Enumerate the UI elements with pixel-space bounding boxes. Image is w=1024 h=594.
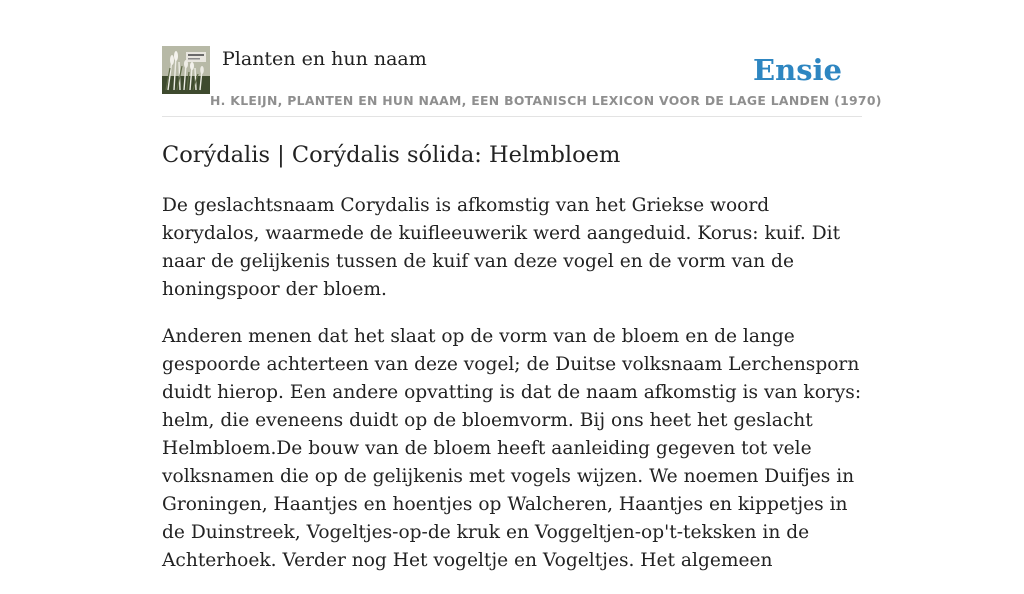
- source-title-link[interactable]: Planten en hun naam: [222, 48, 427, 70]
- body-paragraph-2: Anderen menen dat het slaat op de vorm van de bloem en de lange gespoorde achterteen van deze vogel; de Duitse volksnaam Lerchensporn duidt hierop. Een andere opvatting is dat de naam afkomstig is van korys: helm, die eveneens duidt op de bloemvorm. Bij ons heet het geslacht Helmbloem.De bouw van de bloem heeft aanleiding gegeven tot vele volksnamen die op de gelijkenis met vogels wijzen. We noemen Duifjes in Groningen, Haantjes en hoentjes op Walcheren, Haantjes en kippetjes in de Duinstreek, Vogeltjes-op-de kruk en Voggeltjen-op't-teksken in de Achterhoek. Verder nog Het vogeltje en Vogeltjes. Het algemeen: [162, 326, 862, 571]
- entry-body: [162, 192, 868, 594]
- body-paragraph-1: De geslachtsnaam Corydalis is afkomstig van het Griekse woord korydalos, waarmede de kuifleeuwerik werd aangeduid. Korus: kuif. Dit naar de gelijkenis tussen de kuif van deze vogel en de vorm van de honingspoor der bloem.: [162, 195, 841, 300]
- book-cover-thumbnail-icon[interactable]: [162, 46, 210, 94]
- book-cover-thumbnail-image: [162, 46, 210, 94]
- ensie-logo[interactable]: Ensie: [753, 53, 842, 87]
- source-header: [162, 46, 882, 117]
- source-citation: H. KLEIJN, PLANTEN EN HUN NAAM, EEN BOTANISCH LEXICON VOOR DE LAGE LANDEN (1970): [210, 93, 882, 108]
- entry-title: Corýdalis | Corýdalis sólida: Helmbloem: [162, 142, 621, 168]
